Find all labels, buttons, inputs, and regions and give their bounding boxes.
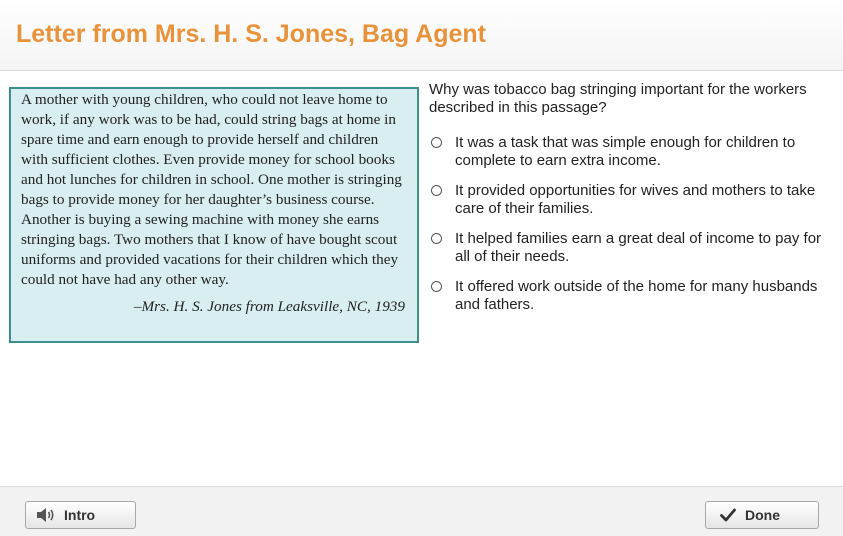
question-block	[429, 81, 833, 326]
page-title: Letter from Mrs. H. S. Jones, Bag Agent	[16, 20, 486, 48]
footer-bar	[0, 486, 843, 536]
done-button-label: Done	[745, 507, 780, 523]
answer-option-2[interactable]	[429, 182, 833, 218]
speaker-icon	[36, 507, 56, 523]
answer-option-4[interactable]	[429, 278, 833, 314]
header-bar	[0, 0, 843, 71]
done-button[interactable]	[705, 501, 819, 529]
answer-option-label: It provided opportunities for wives and mothers to take care of their families.	[455, 182, 816, 217]
answer-option-3[interactable]	[429, 230, 833, 266]
answer-option-label: It offered work outside of the home for many husbands and fathers.	[455, 278, 818, 313]
answer-option-1[interactable]	[429, 134, 833, 170]
radio-button-4[interactable]	[431, 281, 442, 292]
radio-button-1[interactable]	[431, 137, 442, 148]
answer-option-label: It was a task that was simple enough for children to complete to earn extra income.	[455, 134, 796, 169]
question-prompt: Why was tobacco bag stringing important for the workers described in this passage?	[429, 81, 807, 116]
intro-button-label: Intro	[64, 507, 96, 523]
radio-button-2[interactable]	[431, 185, 442, 196]
answer-option-label: It helped families earn a great deal of income to pay for all of their needs.	[455, 230, 822, 265]
intro-button[interactable]	[25, 501, 136, 529]
checkmark-icon	[720, 508, 736, 522]
passage-box	[9, 87, 419, 343]
radio-button-3[interactable]	[431, 233, 442, 244]
passage-attribution: –Mrs. H. S. Jones from Leaksville, NC, 1939	[133, 298, 405, 315]
answer-options	[429, 134, 833, 314]
passage-text: A mother with young children, who could not leave home to work, if any work was to be had, could string bags at home in spare time and earn enough to provide herself and children with sufficient clothes. Even provide money for school books and hot lunches for children in school. One mother is stringing bags to provide money for her daughter’s business course. Another is buying a sewing machine with money she earns stringing bags. Two mothers that I know of have bought scout uniforms and provided vacations for their children which they could not have had any other way.	[21, 91, 402, 288]
